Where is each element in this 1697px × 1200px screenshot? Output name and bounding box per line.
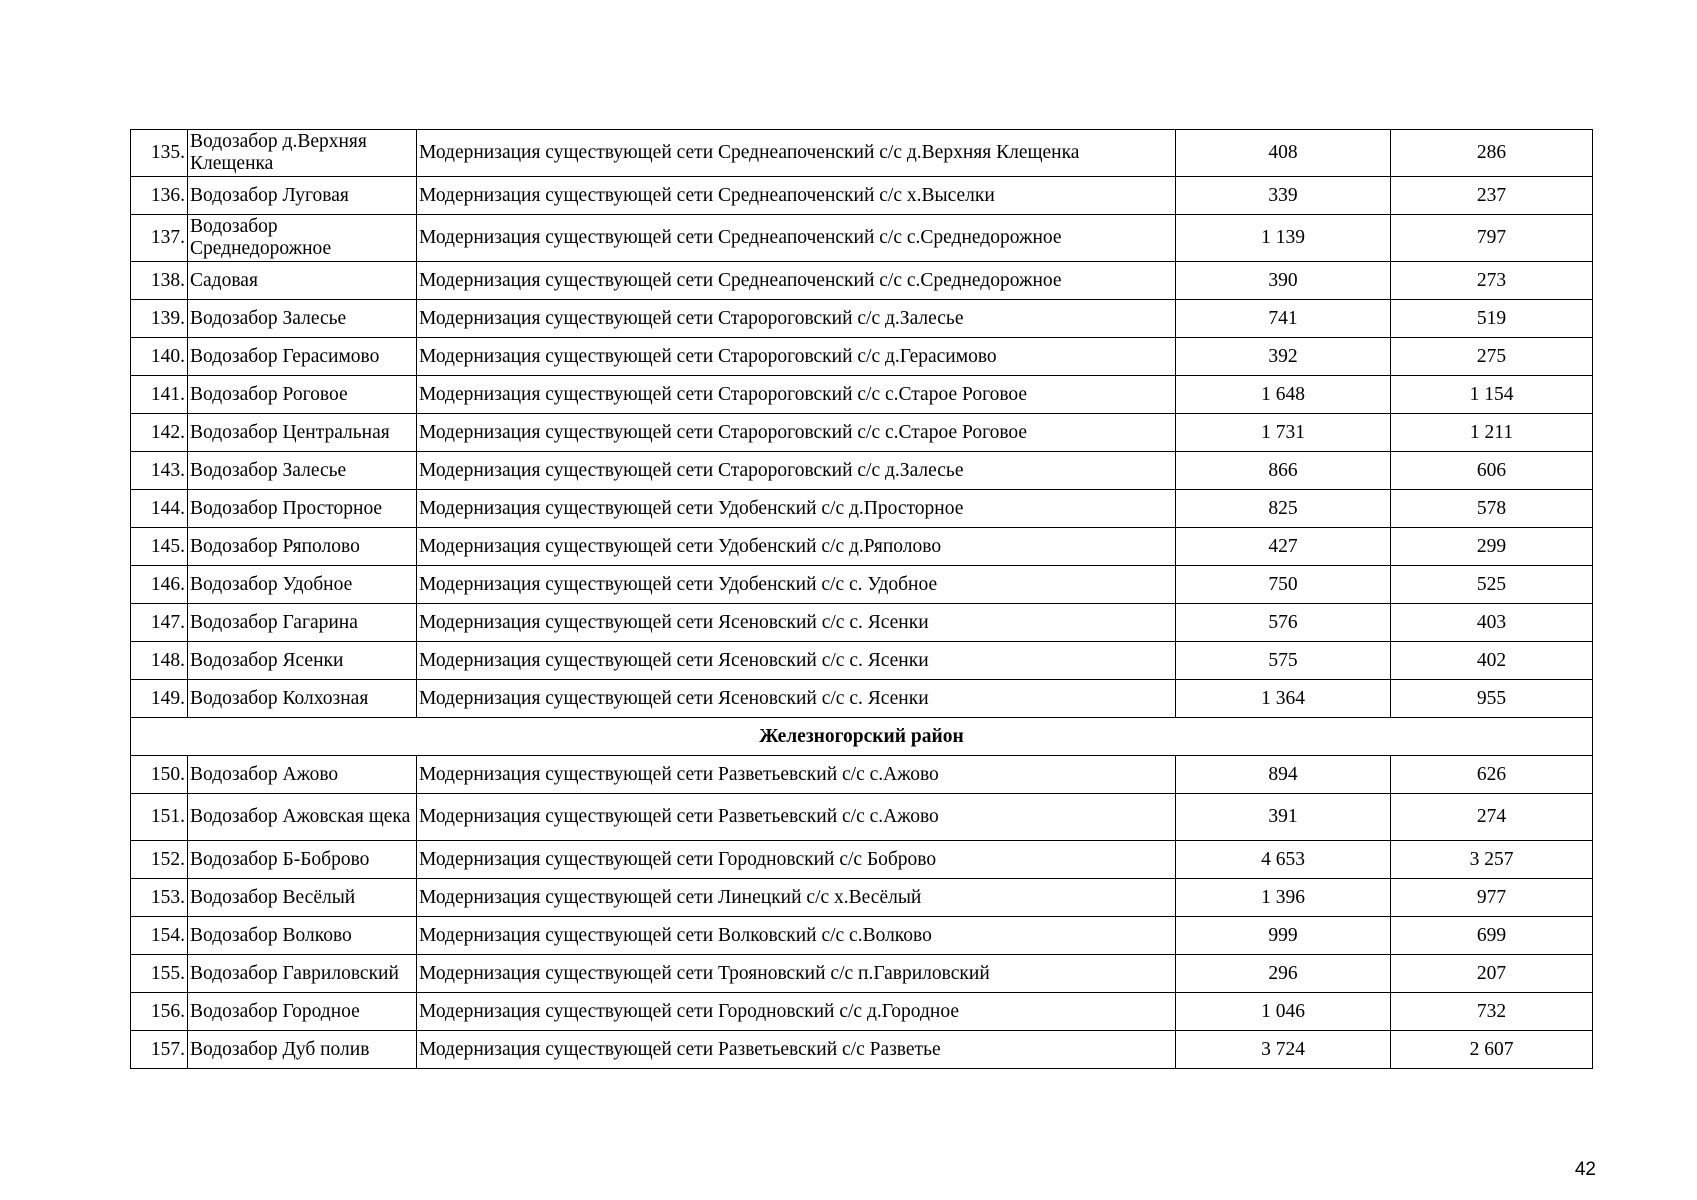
value-cell-2: 699 bbox=[1391, 917, 1593, 955]
value-cell-1: 999 bbox=[1176, 917, 1391, 955]
work-description: Модернизация существующей сети Линецкий с/с х.Весёлый bbox=[417, 879, 1176, 917]
work-description: Модернизация существующей сети Старороговский с/с с.Старое Роговое bbox=[417, 414, 1176, 452]
value-cell-2: 402 bbox=[1391, 642, 1593, 680]
row-number: 146. bbox=[131, 566, 188, 604]
table-row bbox=[131, 794, 1593, 841]
value-cell-2: 977 bbox=[1391, 879, 1593, 917]
row-number: 149. bbox=[131, 680, 188, 718]
work-description: Модернизация существующей сети Среднеапоченский с/с с.Среднедорожное bbox=[417, 215, 1176, 262]
value-cell-2: 1 154 bbox=[1391, 376, 1593, 414]
table-body bbox=[131, 130, 1593, 1069]
value-cell-1: 427 bbox=[1176, 528, 1391, 566]
intake-name: Водозабор Весёлый bbox=[188, 879, 417, 917]
intake-name: Водозабор Удобное bbox=[188, 566, 417, 604]
value-cell-2: 273 bbox=[1391, 262, 1593, 300]
row-number: 140. bbox=[131, 338, 188, 376]
work-description: Модернизация существующей сети Ясеновский с/с с. Ясенки bbox=[417, 642, 1176, 680]
value-cell-1: 4 653 bbox=[1176, 841, 1391, 879]
value-cell-1: 296 bbox=[1176, 955, 1391, 993]
value-cell-1: 750 bbox=[1176, 566, 1391, 604]
value-cell-1: 1 648 bbox=[1176, 376, 1391, 414]
table-row bbox=[131, 642, 1593, 680]
row-number: 138. bbox=[131, 262, 188, 300]
work-description: Модернизация существующей сети Удобенский с/с д.Ряполово bbox=[417, 528, 1176, 566]
row-number: 155. bbox=[131, 955, 188, 993]
value-cell-2: 525 bbox=[1391, 566, 1593, 604]
intake-name: Водозабор Роговое bbox=[188, 376, 417, 414]
value-cell-1: 390 bbox=[1176, 262, 1391, 300]
table-row bbox=[131, 490, 1593, 528]
table-row bbox=[131, 528, 1593, 566]
intake-name: Водозабор Гагарина bbox=[188, 604, 417, 642]
row-number: 151. bbox=[131, 794, 188, 841]
work-description: Модернизация существующей сети Удобенский с/с с. Удобное bbox=[417, 566, 1176, 604]
work-description: Модернизация существующей сети Удобенский с/с д.Просторное bbox=[417, 490, 1176, 528]
work-description: Модернизация существующей сети Старороговский с/с д.Залесье bbox=[417, 300, 1176, 338]
work-description: Модернизация существующей сети Среднеапоченский с/с х.Выселки bbox=[417, 177, 1176, 215]
value-cell-1: 1 396 bbox=[1176, 879, 1391, 917]
intake-name: Водозабор Ажовская щека bbox=[188, 794, 417, 841]
value-cell-1: 825 bbox=[1176, 490, 1391, 528]
intake-name: Водозабор Ясенки bbox=[188, 642, 417, 680]
value-cell-1: 1 731 bbox=[1176, 414, 1391, 452]
row-number: 137. bbox=[131, 215, 188, 262]
value-cell-1: 3 724 bbox=[1176, 1031, 1391, 1069]
value-cell-2: 1 211 bbox=[1391, 414, 1593, 452]
intake-name: Водозабор Луговая bbox=[188, 177, 417, 215]
value-cell-1: 1 364 bbox=[1176, 680, 1391, 718]
table-row bbox=[131, 414, 1593, 452]
value-cell-1: 741 bbox=[1176, 300, 1391, 338]
work-description: Модернизация существующей сети Разветьевский с/с с.Ажово bbox=[417, 794, 1176, 841]
table-row bbox=[131, 452, 1593, 490]
intake-name: Водозабор Б-Боброво bbox=[188, 841, 417, 879]
work-description: Модернизация существующей сети Ясеновский с/с с. Ясенки bbox=[417, 604, 1176, 642]
table-row bbox=[131, 841, 1593, 879]
table-row bbox=[131, 376, 1593, 414]
value-cell-2: 3 257 bbox=[1391, 841, 1593, 879]
value-cell-1: 408 bbox=[1176, 130, 1391, 177]
water-intake-table bbox=[130, 129, 1593, 1069]
row-number: 136. bbox=[131, 177, 188, 215]
value-cell-1: 894 bbox=[1176, 756, 1391, 794]
intake-name: Водозабор Дуб полив bbox=[188, 1031, 417, 1069]
value-cell-2: 732 bbox=[1391, 993, 1593, 1031]
table-row bbox=[131, 604, 1593, 642]
value-cell-2: 2 607 bbox=[1391, 1031, 1593, 1069]
row-number: 143. bbox=[131, 452, 188, 490]
value-cell-1: 339 bbox=[1176, 177, 1391, 215]
intake-name: Водозабор Колхозная bbox=[188, 680, 417, 718]
intake-name: Садовая bbox=[188, 262, 417, 300]
value-cell-1: 576 bbox=[1176, 604, 1391, 642]
value-cell-1: 1 139 bbox=[1176, 215, 1391, 262]
value-cell-2: 207 bbox=[1391, 955, 1593, 993]
table-row bbox=[131, 338, 1593, 376]
intake-name: Водозабор Залесье bbox=[188, 452, 417, 490]
intake-name: Водозабор Гавриловский bbox=[188, 955, 417, 993]
intake-name: Водозабор Герасимово bbox=[188, 338, 417, 376]
value-cell-2: 578 bbox=[1391, 490, 1593, 528]
value-cell-2: 274 bbox=[1391, 794, 1593, 841]
value-cell-2: 626 bbox=[1391, 756, 1593, 794]
value-cell-1: 1 046 bbox=[1176, 993, 1391, 1031]
row-number: 135. bbox=[131, 130, 188, 177]
intake-name: Водозабор Ажово bbox=[188, 756, 417, 794]
row-number: 141. bbox=[131, 376, 188, 414]
table-row bbox=[131, 300, 1593, 338]
intake-name: Водозабор Городное bbox=[188, 993, 417, 1031]
row-number: 142. bbox=[131, 414, 188, 452]
table-row bbox=[131, 1031, 1593, 1069]
value-cell-1: 575 bbox=[1176, 642, 1391, 680]
row-number: 152. bbox=[131, 841, 188, 879]
work-description: Модернизация существующей сети Разветьевский с/с Разветье bbox=[417, 1031, 1176, 1069]
row-number: 157. bbox=[131, 1031, 188, 1069]
value-cell-2: 403 bbox=[1391, 604, 1593, 642]
intake-name: Водозабор Ряполово bbox=[188, 528, 417, 566]
work-description: Модернизация существующей сети Среднеапоченский с/с с.Среднедорожное bbox=[417, 262, 1176, 300]
table-row bbox=[131, 756, 1593, 794]
work-description: Модернизация существующей сети Ясеновский с/с с. Ясенки bbox=[417, 680, 1176, 718]
value-cell-1: 391 bbox=[1176, 794, 1391, 841]
value-cell-2: 299 bbox=[1391, 528, 1593, 566]
work-description: Модернизация существующей сети Старороговский с/с д.Залесье bbox=[417, 452, 1176, 490]
value-cell-2: 286 bbox=[1391, 130, 1593, 177]
work-description: Модернизация существующей сети Трояновский с/с п.Гавриловский bbox=[417, 955, 1176, 993]
page-number: 42 bbox=[1574, 1159, 1596, 1180]
table-row bbox=[131, 680, 1593, 718]
row-number: 156. bbox=[131, 993, 188, 1031]
table-row bbox=[131, 262, 1593, 300]
intake-name: Водозабор Центральная bbox=[188, 414, 417, 452]
value-cell-2: 275 bbox=[1391, 338, 1593, 376]
work-description: Модернизация существующей сети Среднеапоченский с/с д.Верхняя Клещенка bbox=[417, 130, 1176, 177]
row-number: 147. bbox=[131, 604, 188, 642]
work-description: Модернизация существующей сети Разветьевский с/с с.Ажово bbox=[417, 756, 1176, 794]
intake-name: Водозабор Волково bbox=[188, 917, 417, 955]
table-row bbox=[131, 215, 1593, 262]
work-description: Модернизация существующей сети Городновский с/с Боброво bbox=[417, 841, 1176, 879]
value-cell-2: 797 bbox=[1391, 215, 1593, 262]
row-number: 148. bbox=[131, 642, 188, 680]
intake-name: Водозабор Просторное bbox=[188, 490, 417, 528]
row-number: 153. bbox=[131, 879, 188, 917]
table-row bbox=[131, 177, 1593, 215]
value-cell-2: 955 bbox=[1391, 680, 1593, 718]
intake-name: Водозабор д.Верхняя Клещенка bbox=[188, 130, 417, 177]
table-row bbox=[131, 917, 1593, 955]
table-row bbox=[131, 955, 1593, 993]
intake-name: Водозабор Среднедорожное bbox=[188, 215, 417, 262]
intake-name: Водозабор Залесье bbox=[188, 300, 417, 338]
row-number: 144. bbox=[131, 490, 188, 528]
work-description: Модернизация существующей сети Волковский с/с с.Волково bbox=[417, 917, 1176, 955]
row-number: 139. bbox=[131, 300, 188, 338]
value-cell-1: 866 bbox=[1176, 452, 1391, 490]
table-row bbox=[131, 566, 1593, 604]
value-cell-1: 392 bbox=[1176, 338, 1391, 376]
row-number: 154. bbox=[131, 917, 188, 955]
table-row bbox=[131, 993, 1593, 1031]
work-description: Модернизация существующей сети Городновский с/с д.Городное bbox=[417, 993, 1176, 1031]
section-row bbox=[131, 718, 1593, 756]
table-row bbox=[131, 879, 1593, 917]
work-description: Модернизация существующей сети Старороговский с/с д.Герасимово bbox=[417, 338, 1176, 376]
table-row bbox=[131, 130, 1593, 177]
value-cell-2: 519 bbox=[1391, 300, 1593, 338]
section-title: Железногорский район bbox=[131, 718, 1593, 756]
value-cell-2: 606 bbox=[1391, 452, 1593, 490]
value-cell-2: 237 bbox=[1391, 177, 1593, 215]
row-number: 145. bbox=[131, 528, 188, 566]
work-description: Модернизация существующей сети Старороговский с/с с.Старое Роговое bbox=[417, 376, 1176, 414]
row-number: 150. bbox=[131, 756, 188, 794]
